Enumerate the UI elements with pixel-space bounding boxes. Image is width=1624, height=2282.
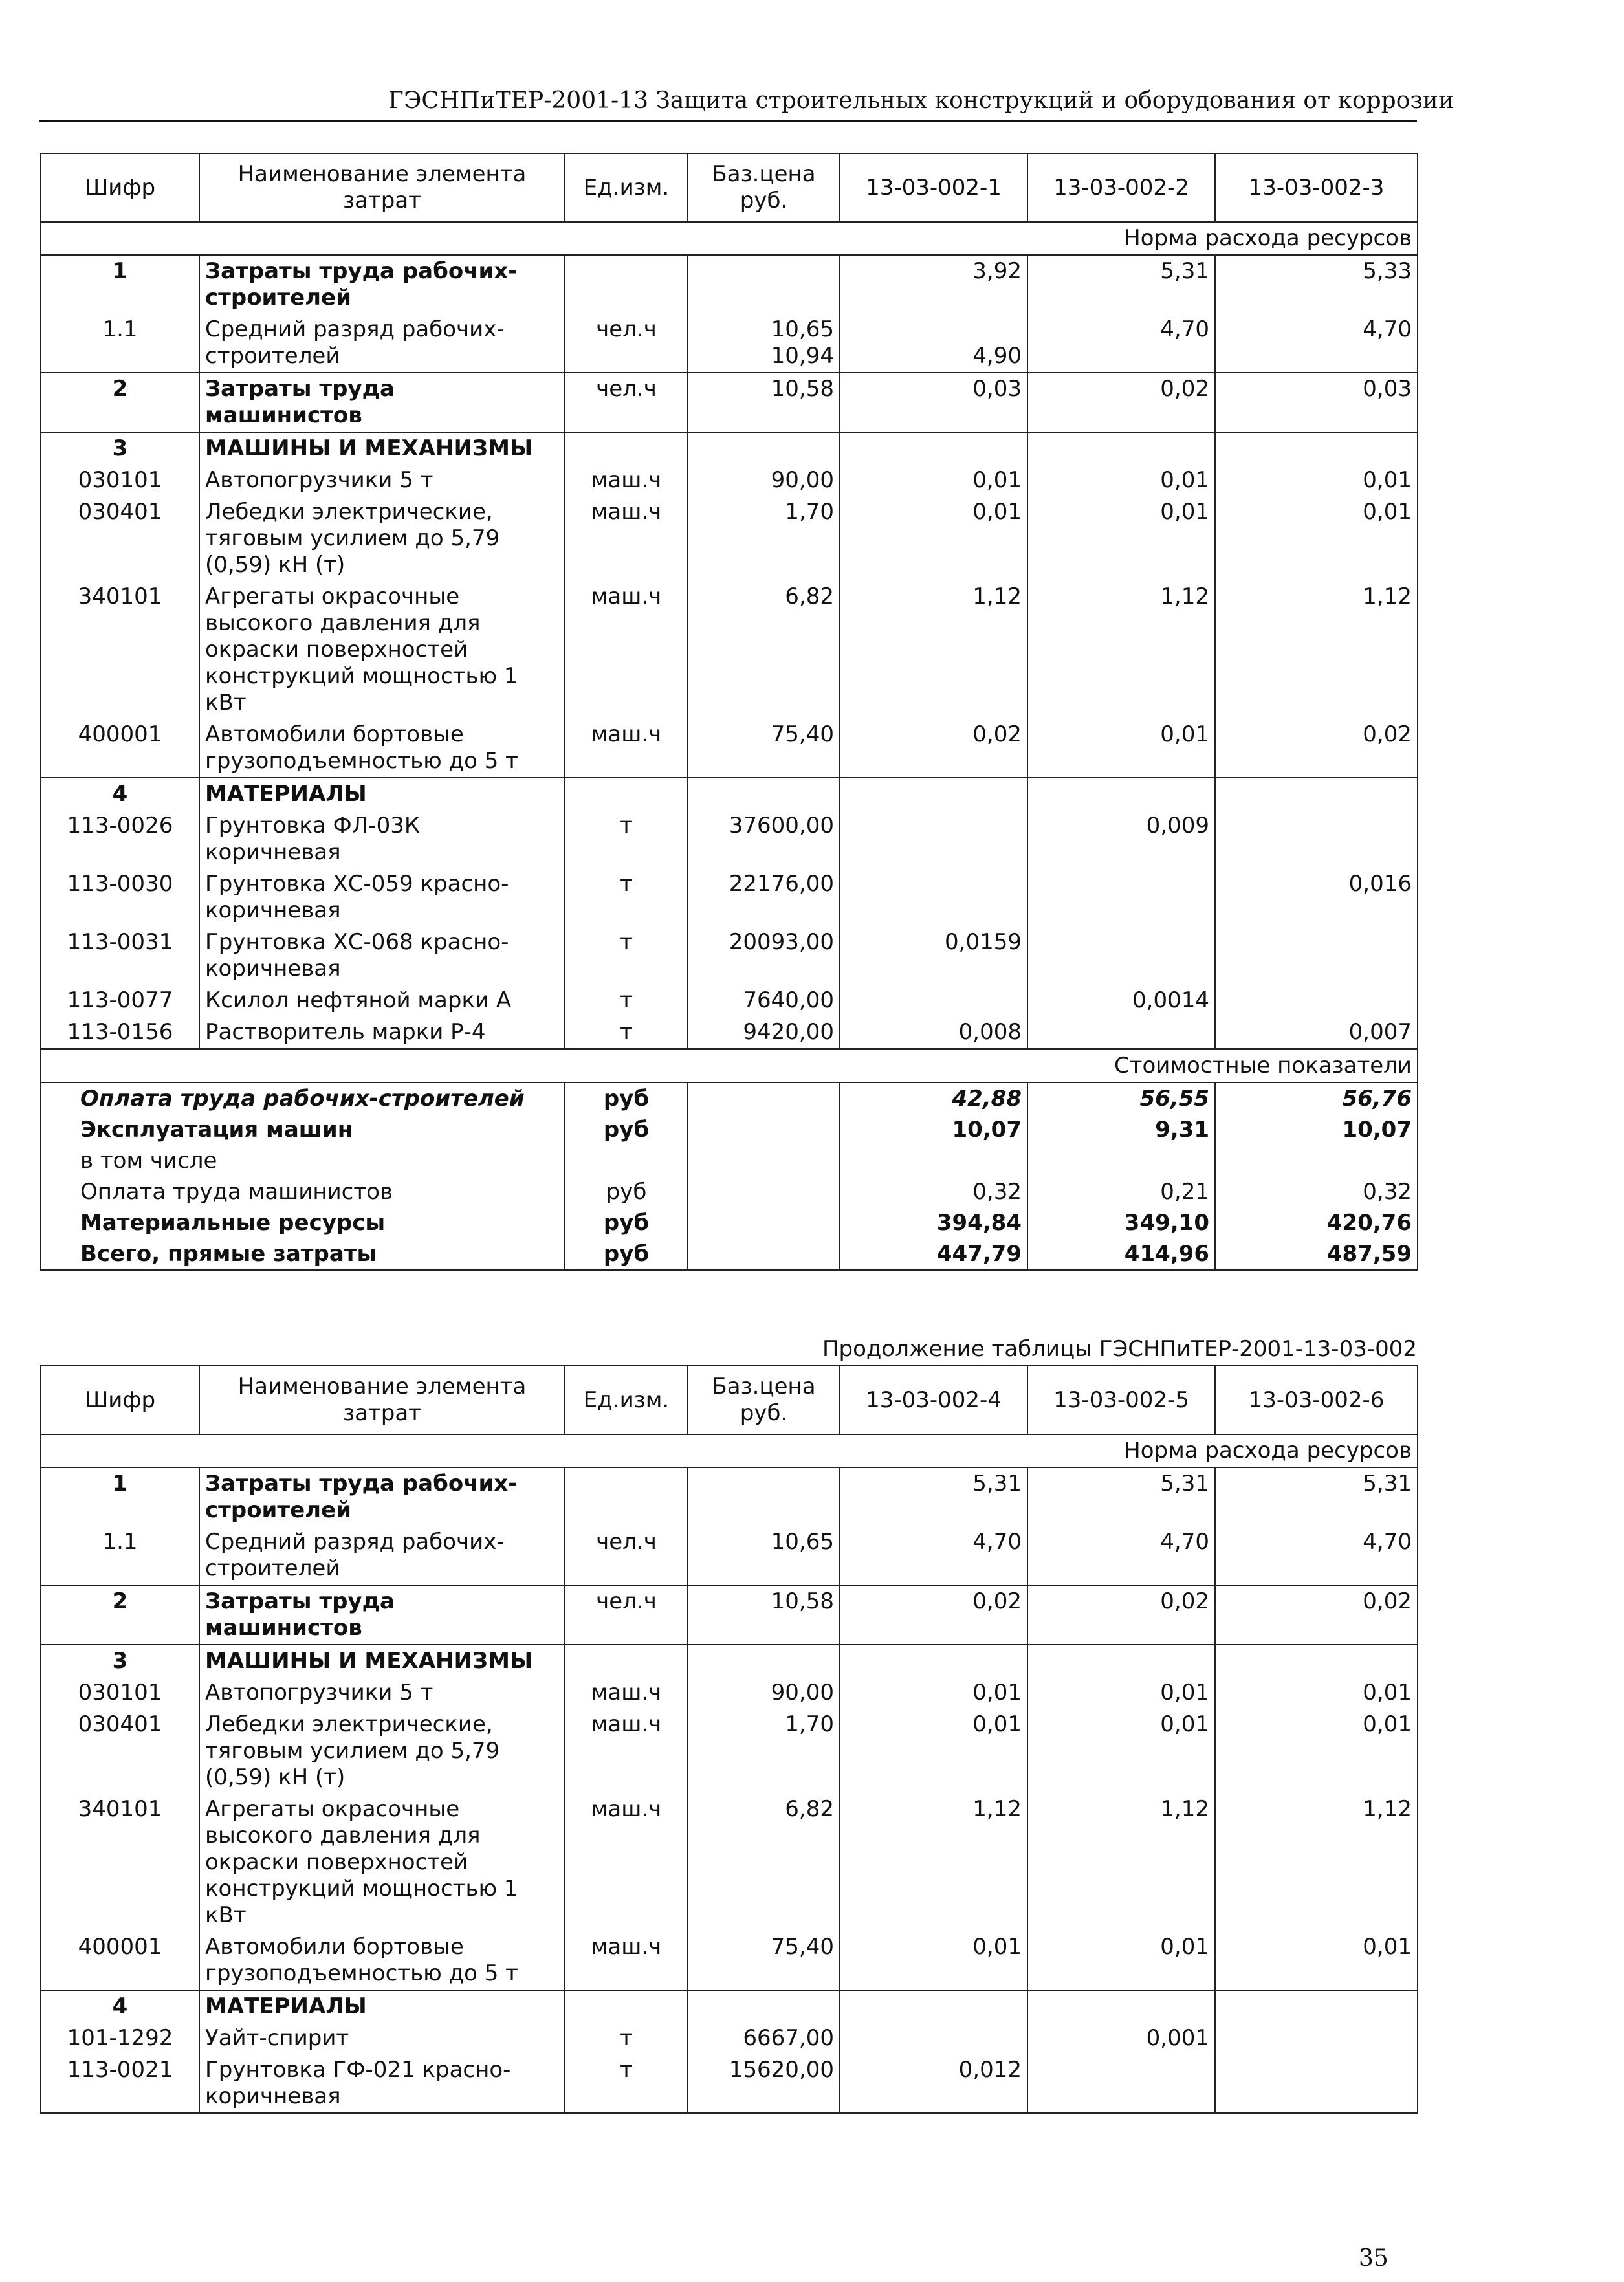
row-name: Ксилол нефтяной марки А: [199, 985, 565, 1016]
row-value-2: 0,01: [1027, 465, 1215, 496]
row-code: 400001: [41, 1931, 199, 1990]
cost-label: Материальные ресурсы: [41, 1207, 565, 1238]
row-value-1: 4,70: [840, 1526, 1027, 1585]
cost-unit: руб: [565, 1238, 688, 1271]
row-code: 030101: [41, 465, 199, 496]
row-value-3: 4,70: [1215, 314, 1418, 373]
row-value-3: 5,33: [1215, 255, 1418, 314]
band-norma: Норма расхода ресурсов: [41, 1434, 1418, 1467]
header-price: Баз.цена руб.: [688, 1366, 840, 1434]
row-value-1: [840, 2023, 1027, 2054]
row-name: Затраты труда машинистов: [199, 1585, 565, 1645]
row-value-3: 0,01: [1215, 496, 1418, 581]
row-value-1: 4,90: [840, 314, 1027, 373]
row-name: МАТЕРИАЛЫ: [199, 1990, 565, 2023]
header-col3: 13-03-002-3: [1215, 153, 1418, 222]
row-value-2: 1,12: [1027, 581, 1215, 719]
row-value-3: [1215, 810, 1418, 868]
header-unit: Ед.изм.: [565, 1366, 688, 1434]
row-value-3: [1215, 1990, 1418, 2023]
row-value-2: 0,0014: [1027, 985, 1215, 1016]
cost-label: Оплата труда машинистов: [41, 1176, 565, 1207]
row-price: 10,65 10,94: [688, 314, 840, 373]
cost-row: [41, 1082, 1418, 1114]
resource-table-1: [40, 153, 1418, 1271]
row-unit: т: [565, 1016, 688, 1049]
cost-unit: руб: [565, 1082, 688, 1114]
cost-value-3: 420,76: [1215, 1207, 1418, 1238]
header-name: Наименование элемента затрат: [199, 153, 565, 222]
row-value-3: [1215, 2054, 1418, 2114]
row-value-1: 0,01: [840, 465, 1027, 496]
table-row: [41, 778, 1418, 810]
header-col1: 13-03-002-4: [840, 1366, 1027, 1434]
cost-label: Всего, прямые затраты: [41, 1238, 565, 1271]
row-value-2: [1027, 778, 1215, 810]
table-row: [41, 719, 1418, 778]
row-unit: [565, 1467, 688, 1526]
row-price: 6667,00: [688, 2023, 840, 2054]
row-value-2: 4,70: [1027, 1526, 1215, 1585]
row-code: 340101: [41, 581, 199, 719]
table-row: [41, 1645, 1418, 1677]
row-name: Агрегаты окрасочные высокого давления для окраски поверхностей конструкций мощностью 1 кВт: [199, 581, 565, 719]
row-price: [688, 1990, 840, 2023]
row-value-3: 0,01: [1215, 1931, 1418, 1990]
cost-value-3: 487,59: [1215, 1238, 1418, 1271]
row-code: 4: [41, 778, 199, 810]
row-name: Грунтовка ФЛ-03К коричневая: [199, 810, 565, 868]
row-code: 113-0030: [41, 868, 199, 927]
row-value-2: 0,009: [1027, 810, 1215, 868]
row-unit: чел.ч: [565, 373, 688, 432]
cost-value-1: 394,84: [840, 1207, 1027, 1238]
row-unit: т: [565, 985, 688, 1016]
cost-value-1: [840, 1145, 1027, 1176]
row-unit: маш.ч: [565, 465, 688, 496]
row-price: 7640,00: [688, 985, 840, 1016]
row-value-3: [1215, 985, 1418, 1016]
row-price: 10,65: [688, 1526, 840, 1585]
row-name: Лебедки электрические, тяговым усилием до 5,79 (0,59) кН (т): [199, 1709, 565, 1794]
page-number: 35: [1359, 2245, 1388, 2272]
row-name: МАТЕРИАЛЫ: [199, 778, 565, 810]
header-price: Баз.цена руб.: [688, 153, 840, 222]
row-name: Грунтовка ГФ-021 красно-коричневая: [199, 2054, 565, 2114]
cost-value-1: 42,88: [840, 1082, 1027, 1114]
table-row: [41, 581, 1418, 719]
cost-price-empty: [688, 1145, 840, 1176]
header-rule: [39, 120, 1417, 122]
row-value-3: 0,016: [1215, 868, 1418, 927]
row-unit: чел.ч: [565, 314, 688, 373]
row-code: 1.1: [41, 314, 199, 373]
row-price: 6,82: [688, 1794, 840, 1931]
row-code: 3: [41, 1645, 199, 1677]
cost-label: Оплата труда рабочих-строителей: [41, 1082, 565, 1114]
header-col2: 13-03-002-5: [1027, 1366, 1215, 1434]
row-name: Затраты труда рабочих-строителей: [199, 255, 565, 314]
table-row: [41, 1585, 1418, 1645]
row-value-1: 0,008: [840, 1016, 1027, 1049]
row-unit: маш.ч: [565, 1794, 688, 1931]
row-value-3: 0,007: [1215, 1016, 1418, 1049]
row-unit: маш.ч: [565, 496, 688, 581]
row-value-3: [1215, 1645, 1418, 1677]
row-value-2: 0,02: [1027, 1585, 1215, 1645]
row-unit: т: [565, 810, 688, 868]
row-code: 1.1: [41, 1526, 199, 1585]
row-code: 030401: [41, 1709, 199, 1794]
row-value-1: [840, 868, 1027, 927]
band-cost-row: [41, 1049, 1418, 1083]
row-value-2: [1027, 927, 1215, 985]
row-code: 030101: [41, 1677, 199, 1709]
table-row: [41, 1467, 1418, 1526]
row-value-2: 0,01: [1027, 719, 1215, 778]
row-value-2: 5,31: [1027, 1467, 1215, 1526]
cost-row: [41, 1176, 1418, 1207]
table-row: [41, 1709, 1418, 1794]
row-code: 4: [41, 1990, 199, 2023]
row-value-3: 0,02: [1215, 1585, 1418, 1645]
row-code: 113-0077: [41, 985, 199, 1016]
cost-value-3: [1215, 1145, 1418, 1176]
header-col2: 13-03-002-2: [1027, 153, 1215, 222]
row-name: Средний разряд рабочих-строителей: [199, 314, 565, 373]
row-unit: [565, 778, 688, 810]
row-code: 101-1292: [41, 2023, 199, 2054]
row-name: МАШИНЫ И МЕХАНИЗМЫ: [199, 432, 565, 465]
row-price: 90,00: [688, 465, 840, 496]
row-name: Автопогрузчики 5 т: [199, 1677, 565, 1709]
row-name: МАШИНЫ И МЕХАНИЗМЫ: [199, 1645, 565, 1677]
row-value-2: [1027, 1990, 1215, 2023]
table-row: [41, 432, 1418, 465]
cost-label: в том числе: [41, 1145, 565, 1176]
row-value-3: 1,12: [1215, 1794, 1418, 1931]
row-code: 113-0156: [41, 1016, 199, 1049]
cost-value-1: 10,07: [840, 1114, 1027, 1145]
table-row: [41, 2023, 1418, 2054]
row-code: 030401: [41, 496, 199, 581]
row-value-1: 1,12: [840, 581, 1027, 719]
row-name: Затраты труда машинистов: [199, 373, 565, 432]
row-unit: маш.ч: [565, 719, 688, 778]
cost-price-empty: [688, 1114, 840, 1145]
cost-unit: руб: [565, 1114, 688, 1145]
table-row: [41, 1931, 1418, 1990]
row-value-1: [840, 778, 1027, 810]
cost-value-2: [1027, 1145, 1215, 1176]
row-value-1: [840, 1990, 1027, 2023]
row-code: 113-0026: [41, 810, 199, 868]
continuation-title: Продолжение таблицы ГЭСНПиТЕР-2001-13-03-002: [822, 1336, 1417, 1362]
row-value-3: 5,31: [1215, 1467, 1418, 1526]
row-name: Средний разряд рабочих-строителей: [199, 1526, 565, 1585]
row-unit: т: [565, 868, 688, 927]
row-value-3: 0,01: [1215, 1677, 1418, 1709]
row-value-1: 0,01: [840, 1677, 1027, 1709]
row-code: 113-0031: [41, 927, 199, 985]
row-value-2: 0,02: [1027, 373, 1215, 432]
table-row: [41, 1677, 1418, 1709]
band-cost: Стоимостные показатели: [41, 1049, 1418, 1083]
row-value-3: 0,02: [1215, 719, 1418, 778]
row-value-1: 3,92: [840, 255, 1027, 314]
row-unit: т: [565, 927, 688, 985]
cost-value-2: 349,10: [1027, 1207, 1215, 1238]
row-value-2: 1,12: [1027, 1794, 1215, 1931]
cost-row: [41, 1114, 1418, 1145]
cost-value-2: 414,96: [1027, 1238, 1215, 1271]
table-row: [41, 1016, 1418, 1049]
cost-value-2: 56,55: [1027, 1082, 1215, 1114]
row-price: 1,70: [688, 1709, 840, 1794]
table-row: [41, 810, 1418, 868]
row-value-2: [1027, 868, 1215, 927]
cost-row: [41, 1145, 1418, 1176]
table-row: [41, 2054, 1418, 2114]
row-unit: [565, 255, 688, 314]
table-row: [41, 465, 1418, 496]
table-row: [41, 985, 1418, 1016]
header-code: Шифр: [41, 1366, 199, 1434]
band-norma: Норма расхода ресурсов: [41, 222, 1418, 255]
header-col1: 13-03-002-1: [840, 153, 1027, 222]
row-value-1: 0,0159: [840, 927, 1027, 985]
row-value-3: 4,70: [1215, 1526, 1418, 1585]
cost-unit: руб: [565, 1176, 688, 1207]
row-value-1: [840, 810, 1027, 868]
cost-value-2: 9,31: [1027, 1114, 1215, 1145]
row-price: 1,70: [688, 496, 840, 581]
header-unit: Ед.изм.: [565, 153, 688, 222]
row-price: [688, 432, 840, 465]
row-value-2: 0,001: [1027, 2023, 1215, 2054]
row-unit: т: [565, 2023, 688, 2054]
row-value-2: 4,70: [1027, 314, 1215, 373]
row-price: 20093,00: [688, 927, 840, 985]
row-value-2: 0,01: [1027, 1677, 1215, 1709]
row-value-3: 1,12: [1215, 581, 1418, 719]
row-code: 1: [41, 255, 199, 314]
table-row: [41, 868, 1418, 927]
cost-value-1: 447,79: [840, 1238, 1027, 1271]
cost-unit: [565, 1145, 688, 1176]
header-code: Шифр: [41, 153, 199, 222]
row-unit: маш.ч: [565, 581, 688, 719]
row-price: 75,40: [688, 1931, 840, 1990]
row-code: 2: [41, 373, 199, 432]
row-value-3: [1215, 2023, 1418, 2054]
band-norma-row: [41, 1434, 1418, 1467]
row-name: Автопогрузчики 5 т: [199, 465, 565, 496]
row-value-2: 5,31: [1027, 255, 1215, 314]
row-name: Лебедки электрические, тяговым усилием до 5,79 (0,59) кН (т): [199, 496, 565, 581]
row-price: 15620,00: [688, 2054, 840, 2114]
cost-price-empty: [688, 1207, 840, 1238]
row-unit: маш.ч: [565, 1677, 688, 1709]
cost-value-3: 10,07: [1215, 1114, 1418, 1145]
row-name: Автомобили бортовые грузоподъемностью до 5 т: [199, 719, 565, 778]
cost-row: [41, 1207, 1418, 1238]
row-value-1: 0,01: [840, 1709, 1027, 1794]
row-code: 2: [41, 1585, 199, 1645]
row-unit: чел.ч: [565, 1526, 688, 1585]
row-code: 113-0021: [41, 2054, 199, 2114]
row-unit: [565, 1990, 688, 2023]
row-value-1: 0,03: [840, 373, 1027, 432]
cost-unit: руб: [565, 1207, 688, 1238]
row-price: 22176,00: [688, 868, 840, 927]
table-row: [41, 255, 1418, 314]
row-value-1: 0,02: [840, 719, 1027, 778]
row-value-2: 0,01: [1027, 496, 1215, 581]
row-name: Автомобили бортовые грузоподъемностью до 5 т: [199, 1931, 565, 1990]
row-price: 37600,00: [688, 810, 840, 868]
row-value-2: [1027, 1645, 1215, 1677]
row-name: Затраты труда рабочих-строителей: [199, 1467, 565, 1526]
table-row: [41, 314, 1418, 373]
row-name: Грунтовка ХС-059 красно-коричневая: [199, 868, 565, 927]
row-value-1: [840, 985, 1027, 1016]
table-row: [41, 373, 1418, 432]
row-name: Растворитель марки Р-4: [199, 1016, 565, 1049]
cost-price-empty: [688, 1082, 840, 1114]
row-price: [688, 778, 840, 810]
row-unit: [565, 1645, 688, 1677]
cost-value-1: 0,32: [840, 1176, 1027, 1207]
row-value-1: [840, 432, 1027, 465]
row-value-1: 0,02: [840, 1585, 1027, 1645]
page-header: ГЭСНПиТЕР-2001-13 Защита строительных конструкций и оборудования от коррозии: [388, 87, 1454, 114]
cost-value-3: 56,76: [1215, 1082, 1418, 1114]
row-price: [688, 1645, 840, 1677]
row-value-1: [840, 1645, 1027, 1677]
table-row: [41, 927, 1418, 985]
row-price: [688, 255, 840, 314]
row-value-1: 0,01: [840, 496, 1027, 581]
row-value-2: [1027, 2054, 1215, 2114]
band-norma-row: [41, 222, 1418, 255]
table-row: [41, 496, 1418, 581]
row-value-1: 0,012: [840, 2054, 1027, 2114]
cost-label: Эксплуатация машин: [41, 1114, 565, 1145]
row-value-3: 0,01: [1215, 1709, 1418, 1794]
cost-row: [41, 1238, 1418, 1271]
row-price: 90,00: [688, 1677, 840, 1709]
row-unit: маш.ч: [565, 1709, 688, 1794]
table-header-row: [41, 153, 1418, 222]
header-name: Наименование элемента затрат: [199, 1366, 565, 1434]
row-value-3: 0,01: [1215, 465, 1418, 496]
header-col3: 13-03-002-6: [1215, 1366, 1418, 1434]
cost-price-empty: [688, 1238, 840, 1271]
row-price: 10,58: [688, 373, 840, 432]
resource-table-2: [40, 1365, 1418, 2114]
row-value-3: [1215, 778, 1418, 810]
row-price: [688, 1467, 840, 1526]
row-value-2: [1027, 432, 1215, 465]
row-value-3: 0,03: [1215, 373, 1418, 432]
row-code: 3: [41, 432, 199, 465]
row-price: 6,82: [688, 581, 840, 719]
row-price: 10,58: [688, 1585, 840, 1645]
row-unit: маш.ч: [565, 1931, 688, 1990]
row-value-2: [1027, 1016, 1215, 1049]
row-value-2: 0,01: [1027, 1931, 1215, 1990]
row-value-3: [1215, 927, 1418, 985]
cost-value-2: 0,21: [1027, 1176, 1215, 1207]
row-unit: чел.ч: [565, 1585, 688, 1645]
cost-value-3: 0,32: [1215, 1176, 1418, 1207]
cost-price-empty: [688, 1176, 840, 1207]
row-code: 340101: [41, 1794, 199, 1931]
row-price: 9420,00: [688, 1016, 840, 1049]
row-name: Грунтовка ХС-068 красно-коричневая: [199, 927, 565, 985]
row-name: Агрегаты окрасочные высокого давления для окраски поверхностей конструкций мощностью 1 кВт: [199, 1794, 565, 1931]
row-value-2: 0,01: [1027, 1709, 1215, 1794]
row-code: 400001: [41, 719, 199, 778]
row-name: Уайт-спирит: [199, 2023, 565, 2054]
row-value-1: 1,12: [840, 1794, 1027, 1931]
row-unit: т: [565, 2054, 688, 2114]
row-value-3: [1215, 432, 1418, 465]
table-row: [41, 1526, 1418, 1585]
row-code: 1: [41, 1467, 199, 1526]
row-price: 75,40: [688, 719, 840, 778]
table-header-row: [41, 1366, 1418, 1434]
row-value-1: 5,31: [840, 1467, 1027, 1526]
table-row: [41, 1990, 1418, 2023]
table-row: [41, 1794, 1418, 1931]
row-unit: [565, 432, 688, 465]
row-value-1: 0,01: [840, 1931, 1027, 1990]
